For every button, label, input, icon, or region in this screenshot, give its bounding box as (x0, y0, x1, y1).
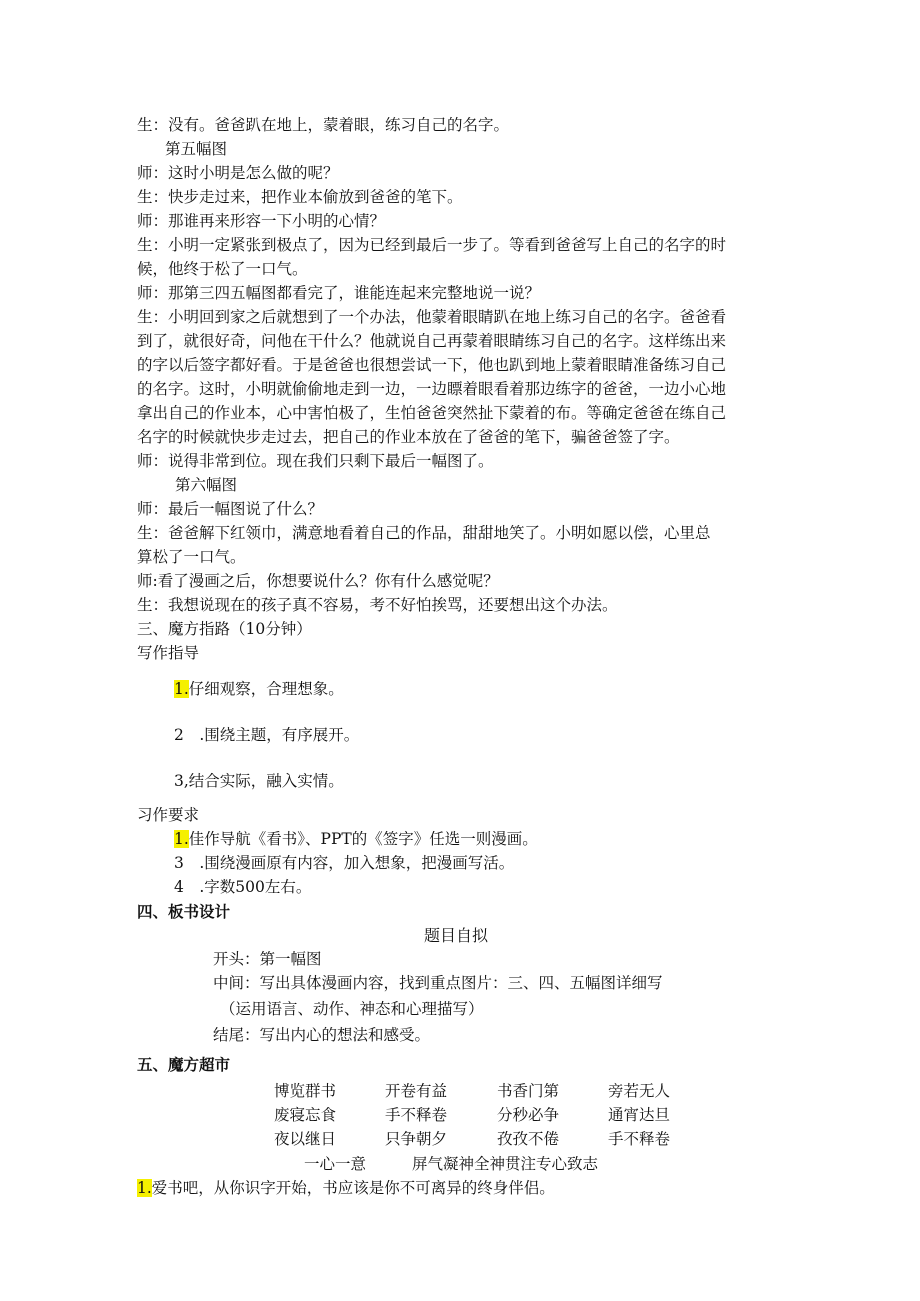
dialogue-line: 师:看了漫画之后，你想要说什么？你有什么感觉呢？ (137, 572, 499, 590)
idiom: 一心一意 (304, 1155, 367, 1173)
idiom: 书香门第 (497, 1082, 560, 1100)
guide-item-2: 2 .围绕主题，有序展开。 (174, 726, 360, 744)
idiom: 手不释卷 (608, 1130, 671, 1148)
board-title: 题目自拟 (424, 926, 489, 945)
idiom: 博览群书 (274, 1082, 337, 1100)
dialogue-line: 的字以后签字都好看。于是爸爸也很想尝试一下，他也趴到地上蒙着眼睛准备练习自己 (137, 356, 727, 374)
dialogue-line: 生：没有。爸爸趴在地上，蒙着眼，练习自己的名字。 (137, 116, 510, 134)
requirement-item-1 (174, 828, 538, 850)
highlighted-number: 1. (174, 830, 189, 848)
final-item (137, 1177, 555, 1199)
dialogue-line: 的名字。这时，小明就偷偷地走到一边，一边瞟着眼看着那边练字的爸爸，一边小心地 (137, 380, 727, 398)
dialogue-line: 师：这时小明是怎么做的呢？ (137, 164, 339, 182)
guide-item-3: 3,结合实际，融入实情。 (174, 772, 344, 790)
idiom: 只争朝夕 (385, 1130, 448, 1148)
dialogue-line: 师：最后一幅图说了什么？ (137, 500, 324, 518)
board-ending: 结尾：写出内心的想法和感受。 (213, 1026, 431, 1044)
dialogue-line: 算松了一口气。 (137, 548, 246, 566)
picture-5-heading: 第五幅图 (165, 140, 228, 158)
idiom: 分秒必争 (497, 1106, 560, 1124)
picture-6-heading: 第六幅图 (175, 476, 238, 494)
writing-guide-title: 写作指导 (137, 644, 200, 662)
guide-item-1-text: 仔细观察，合理想象。 (188, 680, 344, 698)
guide-item-1 (174, 678, 344, 700)
requirements-title: 习作要求 (137, 806, 200, 824)
idiom: 旁若无人 (608, 1082, 671, 1100)
idiom: 夜以继日 (274, 1130, 337, 1148)
highlighted-number: 1. (137, 1179, 152, 1197)
dialogue-line: 师：说得非常到位。现在我们只剩下最后一幅图了。 (137, 452, 494, 470)
section-4-heading: 四、板书设计 (137, 902, 231, 921)
highlighted-number: 1. (174, 680, 189, 698)
dialogue-line: 到了，就很好奇，问他在干什么？他就说自己再蒙着眼睛练习自己的名字。这样练出来 (137, 332, 727, 350)
section-3-heading: 三、魔方指路（10分钟） (137, 620, 312, 638)
requirement-item-2: 3 .围绕漫画原有内容，加入想象，把漫画写活。 (174, 854, 515, 872)
section-5-heading: 五、魔方超市 (137, 1055, 231, 1074)
dialogue-line: 生：我想说现在的孩子真不容易，考不好怕挨骂，还要想出这个办法。 (137, 596, 618, 614)
requirement-item-1-text: 佳作导航《看书》、PPT的《签字》任选一则漫画。 (188, 830, 538, 848)
dialogue-line: 生：小明回到家之后就想到了一个办法，他蒙着眼睛趴在地上练习自己的名字。爸爸看 (137, 308, 727, 326)
final-item-text: 爱书吧，从你识字开始，书应该是你不可离异的终身伴侣。 (151, 1179, 555, 1197)
dialogue-line: 师：那第三四五幅图都看完了，谁能连起来完整地说一说？ (137, 284, 541, 302)
idiom: 开卷有益 (385, 1082, 448, 1100)
idiom: 手不释卷 (385, 1106, 448, 1124)
dialogue-line: 师：那谁再来形容一下小明的心情？ (137, 212, 386, 230)
dialogue-line: 拿出自己的作业本，心中害怕极了，生怕爸爸突然扯下蒙着的布。等确定爸爸在练自己 (137, 404, 727, 422)
idiom: 通宵达旦 (608, 1106, 671, 1124)
idiom: 屏气凝神全神贯注专心致志 (412, 1155, 599, 1173)
dialogue-line: 生：快步走过来，把作业本偷放到爸爸的笔下。 (137, 188, 463, 206)
dialogue-line: 候，他终于松了一口气。 (137, 260, 308, 278)
board-opening: 开头：第一幅图 (213, 950, 322, 968)
dialogue-line: 生：爸爸解下红领巾，满意地看着自己的作品，甜甜地笑了。小明如愿以偿，心里总 (137, 524, 711, 542)
board-middle-note: （运用语言、动作、神态和心理描写） (220, 1000, 484, 1018)
idiom: 废寝忘食 (274, 1106, 337, 1124)
requirement-item-3: 4 .字数500左右。 (174, 878, 312, 896)
dialogue-line: 生：小明一定紧张到极点了，因为已经到最后一步了。等看到爸爸写上自己的名字的时 (137, 236, 727, 254)
board-middle: 中间：写出具体漫画内容，找到重点图片：三、四、五幅图详细写 (213, 974, 663, 992)
dialogue-line: 名字的时候就快步走过去，把自己的作业本放在了爸爸的笔下，骗爸爸签了字。 (137, 428, 680, 446)
idiom: 孜孜不倦 (497, 1130, 560, 1148)
